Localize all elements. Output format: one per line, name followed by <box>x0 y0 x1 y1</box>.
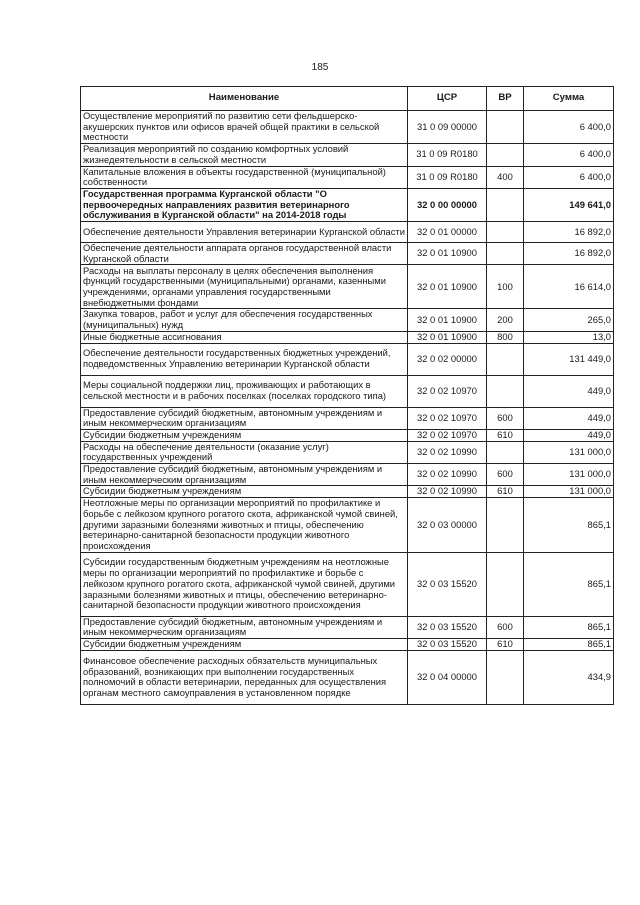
vr-cell: 610 <box>487 639 524 651</box>
name-cell: Предоставление субсидий бюджетным, автономным учреждениям и иным некоммерческим организациям <box>81 616 408 638</box>
name-cell: Обеспечение деятельности государственных бюджетных учреждений, подведомственных Управлению ветеринарии Курганской области <box>81 343 408 375</box>
column-header-vr: ВР <box>487 87 524 111</box>
table-row <box>81 552 614 616</box>
csr-cell: 31 0 09 00000 <box>408 111 487 144</box>
vr-cell: 100 <box>487 265 524 309</box>
name-cell: Субсидии бюджетным учреждениям <box>81 486 408 498</box>
name-cell: Обеспечение деятельности аппарата органов государственной власти Курганской области <box>81 243 408 265</box>
sum-cell: 6 400,0 <box>524 144 614 166</box>
csr-cell: 32 0 02 10990 <box>408 486 487 498</box>
column-header-csr: ЦСР <box>408 87 487 111</box>
name-cell: Расходы на обеспечение деятельности (оказание услуг) государственных учреждений <box>81 441 408 463</box>
csr-cell: 32 0 03 15520 <box>408 639 487 651</box>
name-cell: Закупка товаров, работ и услуг для обеспечения государственных (муниципальных) нужд <box>81 309 408 331</box>
table-row <box>81 639 614 651</box>
column-header-sum: Сумма <box>524 87 614 111</box>
sum-cell: 449,0 <box>524 429 614 441</box>
csr-cell: 32 0 01 10900 <box>408 243 487 265</box>
table-row <box>81 441 614 463</box>
vr-cell <box>487 222 524 243</box>
csr-cell: 32 0 02 10970 <box>408 375 487 407</box>
table-row <box>81 243 614 265</box>
csr-cell: 32 0 04 00000 <box>408 650 487 704</box>
sum-cell: 449,0 <box>524 375 614 407</box>
vr-cell: 600 <box>487 464 524 486</box>
csr-cell: 32 0 02 10970 <box>408 407 487 429</box>
csr-cell: 32 0 02 10990 <box>408 441 487 463</box>
csr-cell: 32 0 01 10900 <box>408 331 487 343</box>
sum-cell: 149 641,0 <box>524 188 614 221</box>
name-cell: Субсидии бюджетным учреждениям <box>81 639 408 651</box>
sum-cell: 6 400,0 <box>524 166 614 188</box>
table-row <box>81 331 614 343</box>
name-cell: Предоставление субсидий бюджетным, автономным учреждениям и иным некоммерческим организациям <box>81 407 408 429</box>
sum-cell: 265,0 <box>524 309 614 331</box>
csr-cell: 32 0 01 10900 <box>408 265 487 309</box>
table-row <box>81 429 614 441</box>
csr-cell: 32 0 00 00000 <box>408 188 487 221</box>
table-row <box>81 407 614 429</box>
vr-cell: 610 <box>487 486 524 498</box>
page-number: 185 <box>311 62 329 73</box>
csr-cell: 32 0 02 10970 <box>408 429 487 441</box>
table-row <box>81 144 614 166</box>
vr-cell: 600 <box>487 616 524 638</box>
csr-cell: 31 0 09 R0180 <box>408 166 487 188</box>
vr-cell <box>487 441 524 463</box>
sum-cell: 131 000,0 <box>524 464 614 486</box>
sum-cell: 16 614,0 <box>524 265 614 309</box>
vr-cell <box>487 375 524 407</box>
table-row <box>81 188 614 221</box>
vr-cell <box>487 188 524 221</box>
table-row <box>81 650 614 704</box>
name-cell: Предоставление субсидий бюджетным, автономным учреждениям и иным некоммерческим организациям <box>81 464 408 486</box>
csr-cell: 32 0 03 00000 <box>408 498 487 553</box>
csr-cell: 32 0 03 15520 <box>408 616 487 638</box>
sum-cell: 131 000,0 <box>524 486 614 498</box>
sum-cell: 865,1 <box>524 616 614 638</box>
csr-cell: 32 0 03 15520 <box>408 552 487 616</box>
table-row <box>81 498 614 553</box>
table-row <box>81 166 614 188</box>
sum-cell: 865,1 <box>524 552 614 616</box>
csr-cell: 31 0 09 R0180 <box>408 144 487 166</box>
vr-cell: 400 <box>487 166 524 188</box>
table-row <box>81 375 614 407</box>
table-row <box>81 486 614 498</box>
csr-cell: 32 0 02 00000 <box>408 343 487 375</box>
sum-cell: 449,0 <box>524 407 614 429</box>
vr-cell: 800 <box>487 331 524 343</box>
table-row <box>81 309 614 331</box>
table-row <box>81 265 614 309</box>
table-row <box>81 464 614 486</box>
vr-cell <box>487 552 524 616</box>
name-cell: Расходы на выплаты персоналу в целях обеспечения выполнения функций государственными (муниципальными) органами, казенными учреждениями, органами управления государственными внебюджетными фондами <box>81 265 408 309</box>
table-row <box>81 111 614 144</box>
csr-cell: 32 0 01 00000 <box>408 222 487 243</box>
vr-cell <box>487 343 524 375</box>
name-cell: Субсидии бюджетным учреждениям <box>81 429 408 441</box>
name-cell: Капитальные вложения в объекты государственной (муниципальной) собственности <box>81 166 408 188</box>
name-cell: Иные бюджетные ассигнования <box>81 331 408 343</box>
sum-cell: 865,1 <box>524 639 614 651</box>
name-cell: Обеспечение деятельности Управления ветеринарии Курганской области <box>81 222 408 243</box>
vr-cell <box>487 144 524 166</box>
sum-cell: 865,1 <box>524 498 614 553</box>
name-cell: Государственная программа Курганской области "О первоочередных направлениях развития ветеринарного обслуживания в Курганской области" на 2014-2018 годы <box>81 188 408 221</box>
sum-cell: 13,0 <box>524 331 614 343</box>
name-cell: Осуществление мероприятий по развитию сети фельдшерско-акушерских пунктов или офисов врачей общей практики в сельской местности <box>81 111 408 144</box>
vr-cell <box>487 111 524 144</box>
vr-cell: 200 <box>487 309 524 331</box>
sum-cell: 131 000,0 <box>524 441 614 463</box>
vr-cell: 600 <box>487 407 524 429</box>
csr-cell: 32 0 01 10900 <box>408 309 487 331</box>
column-header-name: Наименование <box>81 87 408 111</box>
vr-cell <box>487 498 524 553</box>
sum-cell: 434,9 <box>524 650 614 704</box>
name-cell: Субсидии государственным бюджетным учреждениям на неотложные меры по организации мероприятий по профилактике и борьбе с лейкозом крупного рогатого скота, африканской чумой свиней, другими заразными болезнями животных и птицы, обеспечению ветеринарно-санитарной безопасности продукции животного происхождения <box>81 552 408 616</box>
vr-cell: 610 <box>487 429 524 441</box>
sum-cell: 16 892,0 <box>524 243 614 265</box>
table-row <box>81 616 614 638</box>
name-cell: Реализация мероприятий по созданию комфортных условий жизнедеятельности в сельской местности <box>81 144 408 166</box>
csr-cell: 32 0 02 10990 <box>408 464 487 486</box>
name-cell: Меры социальной поддержки лиц, проживающих и работающих в сельской местности и в рабочих поселках (поселках городского типа) <box>81 375 408 407</box>
vr-cell <box>487 243 524 265</box>
table-row <box>81 222 614 243</box>
budget-table <box>80 86 614 705</box>
table-row <box>81 343 614 375</box>
sum-cell: 131 449,0 <box>524 343 614 375</box>
table-header-row <box>81 87 614 111</box>
sum-cell: 16 892,0 <box>524 222 614 243</box>
name-cell: Финансовое обеспечение расходных обязательств муниципальных образований, возникающих при выполнении государственных полномочий в области ветеринарии, переданных для осуществления органам местного самоуправления в установленном порядке <box>81 650 408 704</box>
sum-cell: 6 400,0 <box>524 111 614 144</box>
name-cell: Неотложные меры по организации мероприятий по профилактике и борьбе с лейкозом крупного рогатого скота, африканской чумой свиней, другими заразными болезнями животных и птицы, обеспечению ветеринарно-санитарной безопасности продукции животного происхождения <box>81 498 408 553</box>
vr-cell <box>487 650 524 704</box>
